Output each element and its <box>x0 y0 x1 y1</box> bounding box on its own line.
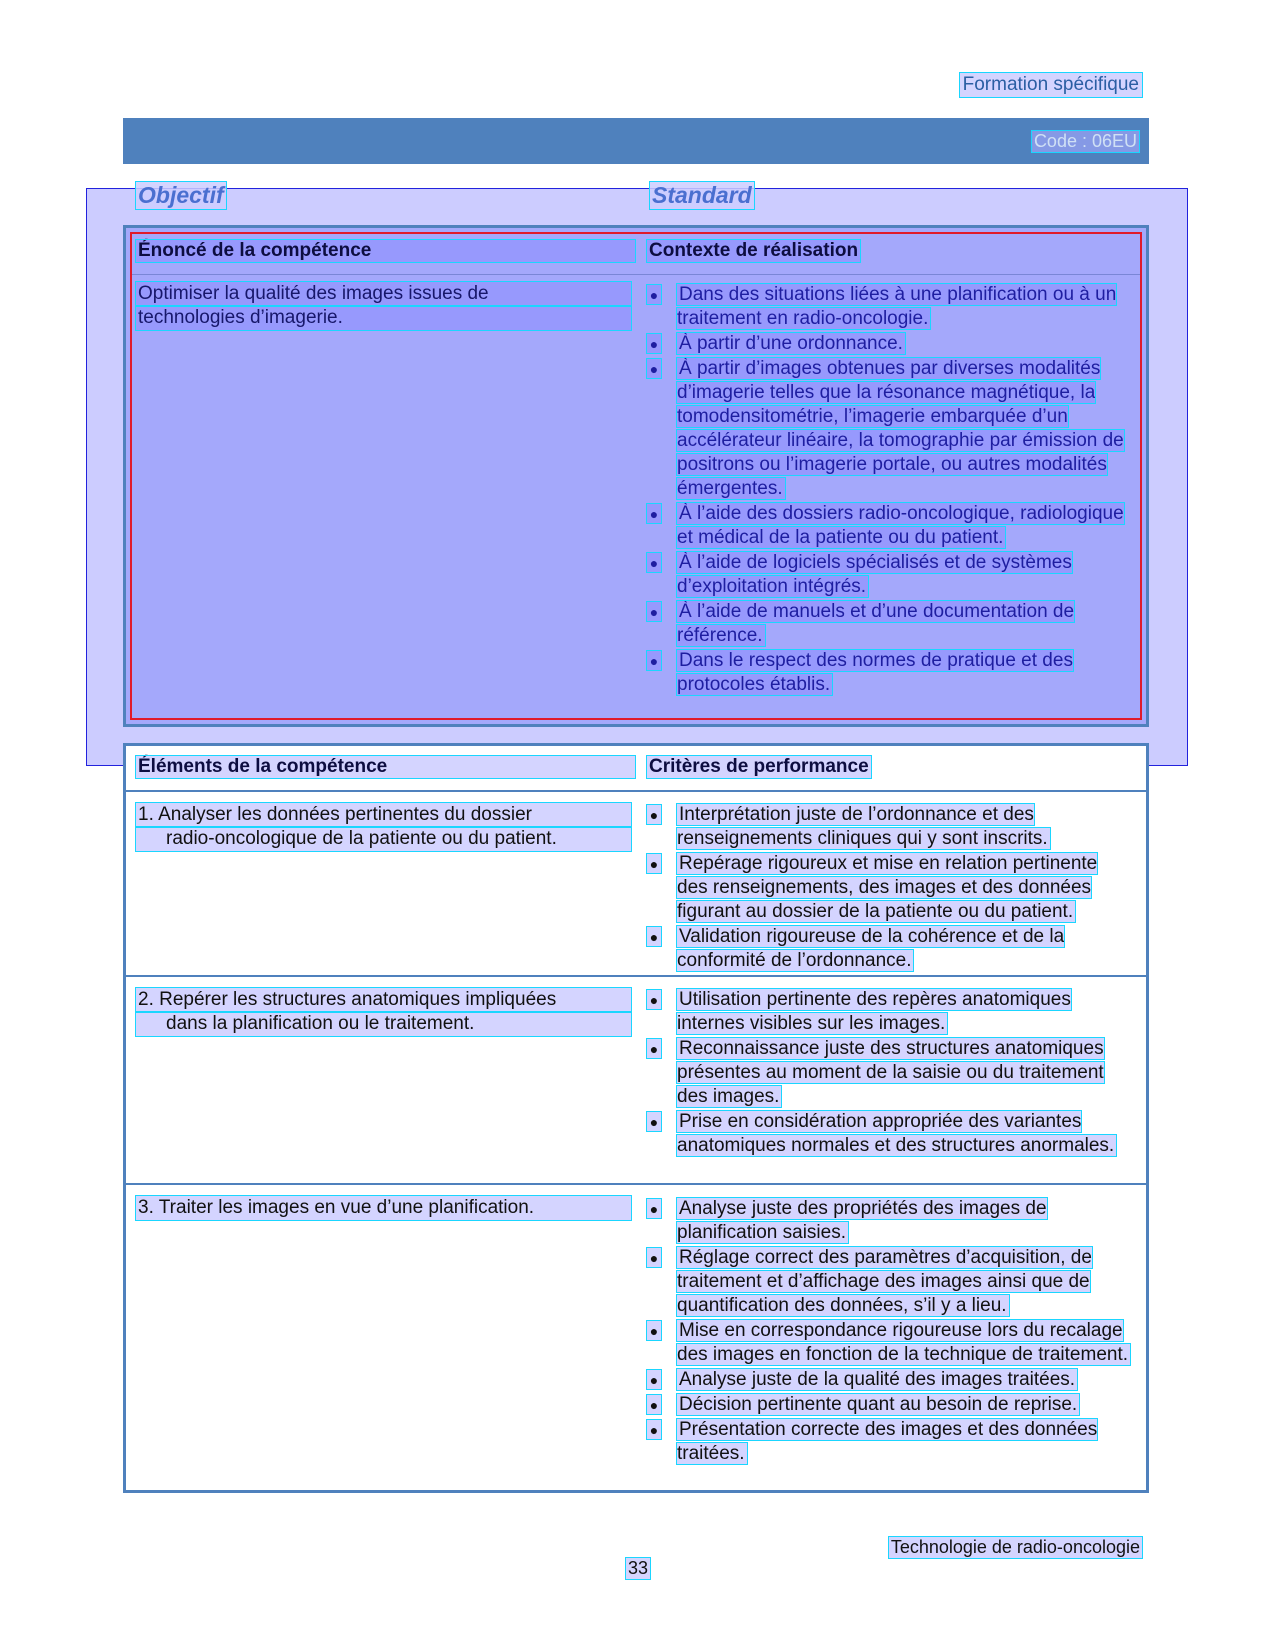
bullet-icon: ● <box>647 1199 661 1218</box>
context-item: ● À partir d’images obtenues par diverses modalités d’imagerie telles que la résonance magnétique, la tomodensitométrie, l’imagerie embarquée d’un accélérateur linéaire, la tomographie par émission de positrons ou l’imagerie portale, ou autres modalités émergentes. <box>647 357 1132 501</box>
element-2 <box>136 988 631 1036</box>
context-item: ● À partir d’une ordonnance. <box>647 332 1132 356</box>
criterion-item: ● Prise en considération appropriée des variantes anatomiques normales et des structures anormales. <box>647 1110 1132 1158</box>
criterion-item: ● Réglage correct des paramètres d’acquisition, de traitement et d’affichage des images ainsi que de quantification des données, s’il y a lieu. <box>647 1246 1132 1318</box>
bullet-icon: ● <box>647 1112 661 1131</box>
statement-line: Optimiser la qualité des images issues de <box>136 282 631 306</box>
context-item: ● À l’aide de logiciels spécialisés et de systèmes d’exploitation intégrés. <box>647 551 1132 599</box>
bullet-icon: ● <box>647 1395 661 1414</box>
competency-code: Code : 06EU <box>1033 131 1137 151</box>
criterion-item: ● Validation rigoureuse de la cohérence et de la conformité de l’ordonnance. <box>647 925 1132 973</box>
row-divider <box>126 1183 1146 1185</box>
criterion-item: ● Interprétation juste de l’ordonnance et des renseignements cliniques qui y sont inscrits. <box>647 803 1132 851</box>
bullet-icon: ● <box>647 805 661 824</box>
bullet-icon: ● <box>647 359 661 378</box>
criteria-header: Critères de performance <box>649 756 869 777</box>
bullet-icon: ● <box>647 854 661 873</box>
competency-elements-table <box>123 743 1149 1493</box>
statement-header: Énoncé de la compétence <box>136 240 635 262</box>
bullet-icon: ● <box>647 334 661 353</box>
element-line: 1. Analyser les données pertinentes du dossier <box>136 803 631 827</box>
criteria-list-3 <box>647 1197 1132 1467</box>
element-1 <box>136 803 631 851</box>
criterion-item: ● Repérage rigoureux et mise en relation pertinente des renseignements, des images et des données figurant au dossier de la patiente ou du patient. <box>647 852 1132 924</box>
element-line: dans la planification ou le traitement. <box>136 1012 631 1036</box>
criterion-item: ● Présentation correcte des images et des données traitées. <box>647 1418 1132 1466</box>
criteria-list-2 <box>647 988 1132 1159</box>
bullet-icon: ● <box>647 1321 661 1340</box>
footer-program-name: Technologie de radio-oncologie <box>890 1537 1140 1557</box>
statement-line: technologies d’imagerie. <box>136 306 631 330</box>
context-item: ● À l’aide de manuels et d’une documentation de référence. <box>647 600 1132 648</box>
criteria-list-1 <box>647 803 1132 974</box>
bullet-icon: ● <box>647 1039 661 1058</box>
context-list <box>647 283 1132 698</box>
document-header-title: Formation spécifique <box>960 73 1142 97</box>
context-header: Contexte de réalisation <box>649 240 859 261</box>
table1-divider <box>132 274 1140 275</box>
criterion-item: ● Décision pertinente quant au besoin de reprise. <box>647 1393 1132 1417</box>
competency-statement-table <box>123 225 1149 727</box>
bullet-icon: ● <box>647 1370 661 1389</box>
bullet-icon: ● <box>647 602 661 621</box>
bullet-icon: ● <box>647 990 661 1009</box>
row-divider <box>126 975 1146 977</box>
elements-header: Éléments de la compétence <box>136 756 635 778</box>
bullet-icon: ● <box>647 553 661 572</box>
element-line: 3. Traiter les images en vue d’une planification. <box>136 1196 631 1220</box>
bullet-icon: ● <box>647 285 661 304</box>
criterion-item: ● Analyse juste des propriétés des images de planification saisies. <box>647 1197 1132 1245</box>
criterion-item: ● Utilisation pertinente des repères anatomiques internes visibles sur les images. <box>647 988 1132 1036</box>
page-number: 33 <box>628 1558 649 1578</box>
bullet-icon: ● <box>647 927 661 946</box>
criterion-item: ● Mise en correspondance rigoureuse lors du recalage des images en fonction de la technique de traitement. <box>647 1319 1132 1367</box>
bullet-icon: ● <box>647 504 661 523</box>
bullet-icon: ● <box>647 1420 661 1439</box>
element-line: radio-oncologique de la patiente ou du patient. <box>136 827 631 851</box>
context-item: ● À l’aide des dossiers radio-oncologique, radiologique et médical de la patiente ou du patient. <box>647 502 1132 550</box>
objectif-title: Objectif <box>138 182 224 208</box>
code-bar <box>123 118 1149 164</box>
bullet-icon: ● <box>647 651 661 670</box>
context-item: ● Dans le respect des normes de pratique et des protocoles établis. <box>647 649 1132 697</box>
bullet-icon: ● <box>647 1248 661 1267</box>
element-line: 2. Repérer les structures anatomiques impliquées <box>136 988 631 1012</box>
criterion-item: ● Reconnaissance juste des structures anatomiques présentes au moment de la saisie ou du traitement des images. <box>647 1037 1132 1109</box>
standard-title: Standard <box>652 182 752 208</box>
context-item: ● Dans des situations liées à une planification ou à un traitement en radio-oncologie. <box>647 283 1132 331</box>
competency-statement <box>136 282 631 330</box>
element-3 <box>136 1196 631 1220</box>
criterion-item: ● Analyse juste de la qualité des images traitées. <box>647 1368 1132 1392</box>
table2-header-divider <box>126 790 1146 792</box>
